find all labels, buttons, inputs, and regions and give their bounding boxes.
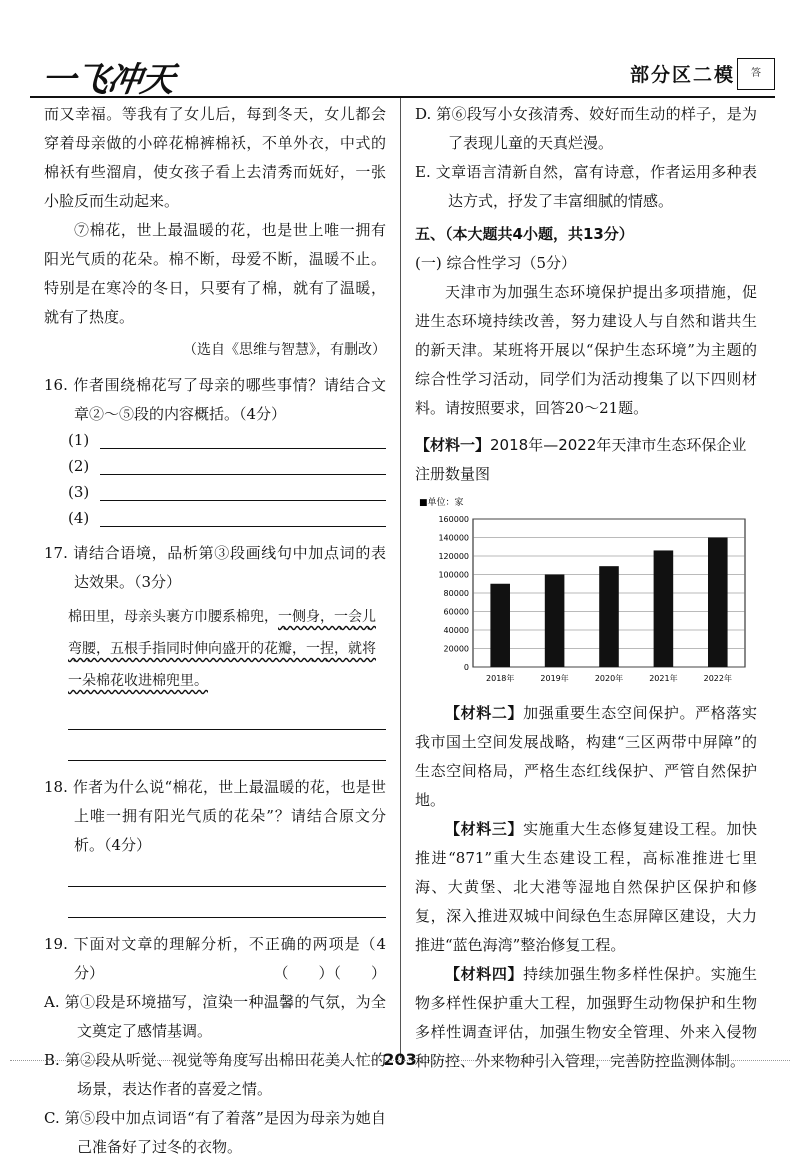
- answer-line[interactable]: [68, 703, 386, 730]
- y-tick-label: 60000: [443, 607, 469, 617]
- option-c: C. 第⑤段中加点词语“有了着落”是因为母亲为她自己准备好了过冬的衣物。: [44, 1109, 386, 1156]
- brand-logo: 一飞冲天: [38, 60, 177, 100]
- bar-chart-svg: [415, 493, 755, 693]
- answer-line[interactable]: (1): [44, 429, 386, 455]
- y-tick-label: 80000: [443, 589, 469, 598]
- material-1-title: 【材料一】2018年—2022年天津市生态环保企业注册数量图: [415, 436, 747, 483]
- material-4: 【材料四】持续加强生物多样性保护。实施生物多样性保护重大工程，加强野生动物保护和生物多样性调查评估，加强生物安全管理、外来入侵物种防控、外来物种引入管理，完善防控监测体制。: [415, 965, 757, 1070]
- answer-line[interactable]: [68, 860, 386, 887]
- q16-answer-lines: [44, 429, 386, 533]
- question-16: 16. 作者围绕棉花写了母亲的哪些事情？请结合文章②～⑤段的内容概括。（4分）: [44, 376, 386, 423]
- answer-line[interactable]: (3): [44, 481, 386, 507]
- x-tick-label: 2018年: [486, 674, 515, 683]
- bar-2019年: [545, 575, 565, 668]
- material-2: 【材料二】加强重要生态空间保护。严格落实我市国土空间发展战略，构建“三区两带中屏障”的生态空间格局，严格生态红线保护、严管自然保护地。: [415, 704, 757, 809]
- header-divider: [30, 96, 775, 98]
- x-tick-label: 2019年: [540, 674, 569, 683]
- bar-2020年: [599, 566, 619, 667]
- bar-2018年: [490, 584, 510, 667]
- subsection-heading: (一) 综合性学习（5分）: [415, 254, 577, 272]
- bar-chart: [415, 493, 755, 693]
- paragraph-7: ⑦棉花，世上最温暖的花，也是世上唯一拥有阳光气质的花朵。棉不断，母爱不断，温暖不止。特别是在寒冷的冬日，只要有了棉，就有了温暖，就有了热度。: [44, 221, 386, 326]
- option-d: D. 第⑥段写小女孩清秀、姣好而生动的样子，是为了表现儿童的天真烂漫。: [415, 105, 757, 152]
- material-3: 【材料三】实施重大生态修复建设工程。加快推进“871”重大生态建设工程，高标准推进七里海、大黄堡、北大港等湿地自然保护区保护和修复，深入推进双城中间绿色生态屏障区建设，大力推进“蓝色海湾”整治修复工程。: [415, 820, 757, 954]
- y-tick-label: 120000: [438, 552, 469, 561]
- q17-quoted-sentence: 棉田里，母亲头裹方巾腰系棉兜，一侧身，一会儿弯腰，五根手指同时伸向盛开的花瓣，一捏，就将一朵棉花收进棉兜里。: [68, 609, 376, 689]
- left-column: [44, 100, 386, 1162]
- answer-line[interactable]: (2): [44, 455, 386, 481]
- y-tick-label: 140000: [438, 533, 469, 543]
- bar-2021年: [654, 550, 674, 667]
- source-citation: （选自《思维与智慧》，有删改）: [183, 342, 386, 358]
- y-tick-label: 20000: [443, 644, 469, 654]
- page-header: [30, 52, 775, 100]
- option-a: A. 第①段是环境描写，渲染一种温馨的气氛，为全文奠定了感情基调。: [44, 993, 386, 1040]
- option-e: E. 文章语言清新自然，富有诗意，作者运用多种表达方式，抒发了丰富细腻的情感。: [415, 163, 757, 210]
- chart-unit-label: ■单位：家: [419, 498, 464, 508]
- intro-paragraph: 天津市为加强生态环境保护提出多项措施，促进生态环境持续改善，努力建设人与自然和谐共生的新天津。某班将开展以“保护生态环境”为主题的综合性学习活动，同学们为活动搜集了以下四则材料。请按照要求，回答20～21题。: [415, 283, 757, 417]
- x-tick-label: 2021年: [649, 674, 678, 683]
- y-tick-label: 160000: [438, 515, 469, 524]
- answer-parentheses[interactable]: （ ）（ ）: [273, 964, 386, 982]
- question-18: 18. 作者为什么说“棉花，世上最温暖的花，也是世上唯一拥有阳光气质的花朵”？请结合原文分析。（4分）: [44, 778, 386, 854]
- footer-band: [10, 1060, 790, 1067]
- answer-line[interactable]: [68, 891, 386, 918]
- column-divider: [400, 98, 401, 1058]
- answer-line[interactable]: [68, 734, 386, 761]
- question-17: 17. 请结合语境，品析第③段画线句中加点词的表达效果。（3分）: [44, 544, 386, 591]
- page-number: 203: [383, 1050, 417, 1069]
- y-tick-label: 100000: [438, 570, 469, 580]
- bar-2022年: [708, 538, 728, 668]
- section-5-heading: 五、（本大题共4小题，共13分）: [415, 225, 634, 243]
- series-title: 部分区二模: [629, 64, 735, 86]
- x-tick-label: 2020年: [594, 674, 624, 683]
- corner-badge: 答: [737, 58, 775, 90]
- x-tick-label: 2022年: [703, 674, 732, 683]
- y-tick-label: 40000: [443, 626, 469, 635]
- question-19: 19. 下面对文章的理解分析，不正确的两项是（4分） （ ）（ ）: [44, 930, 386, 988]
- right-column: [415, 100, 757, 1076]
- answer-line[interactable]: (4): [44, 507, 386, 533]
- paragraph-continued: 而又幸福。等我有了女儿后，每到冬天，女儿都会穿着母亲做的小碎花棉裤棉袄，不单外衣，中式的棉袄有些溜肩，使女孩子看上去清秀而妩好，一张小脸反而生动起来。: [44, 105, 386, 210]
- option-b: B. 第②段从听觉、视觉等角度写出棉田花美人忙的场景，表达作者的喜爱之情。: [44, 1051, 386, 1098]
- y-tick-label: 0: [463, 663, 469, 672]
